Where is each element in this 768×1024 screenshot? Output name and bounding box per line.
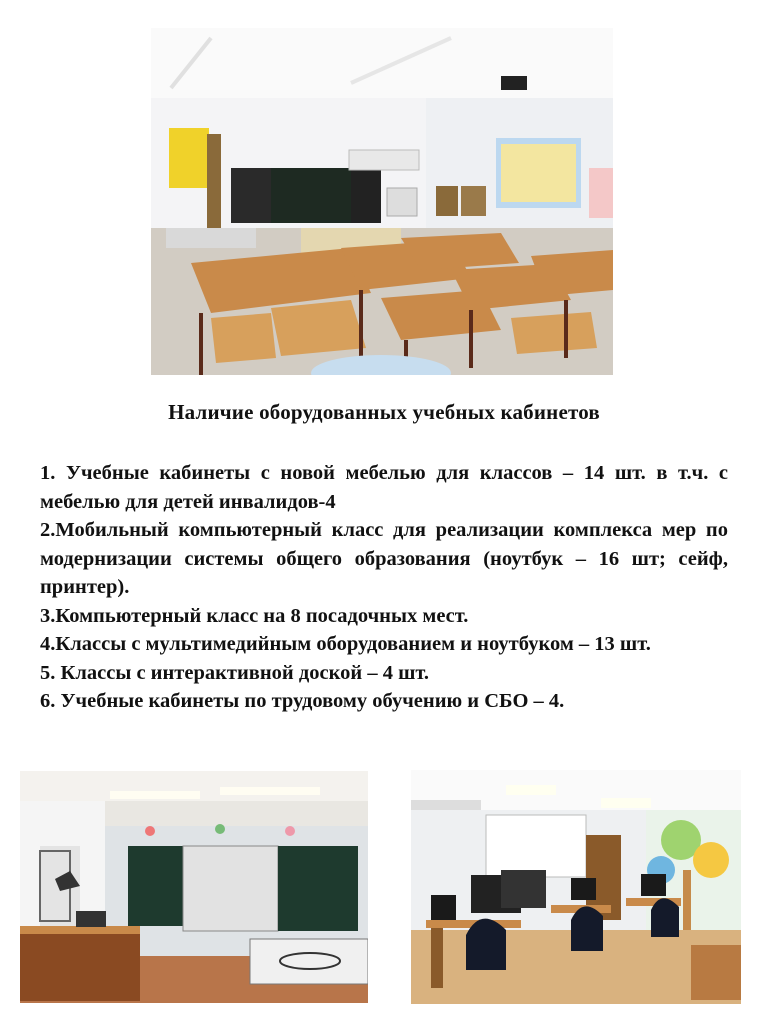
computer-class-photo <box>411 770 741 1004</box>
classroom-photo-chalkboard <box>20 771 368 1003</box>
list-item: 2.Мобильный компьютерный класс для реализации комплекса мер по модернизации системы общего образования (ноутбук – 16 шт; сейф, принтер). <box>40 519 728 598</box>
list-item: 6. Учебные кабинеты по трудовому обучению и СБО – 4. <box>40 690 565 712</box>
classroom-photo-top <box>151 28 613 375</box>
list-item: 3.Компьютерный класс на 8 посадочных мест. <box>40 604 469 627</box>
equipment-list <box>40 459 728 716</box>
list-item: 1. Учебные кабинеты с новой мебелью для классов – 14 шт. в т.ч. с мебелью для детей инвалидов-4 <box>40 462 728 513</box>
list-item: 5. Классы с интерактивной доской – 4 шт. <box>40 661 430 684</box>
list-item: 4.Классы с мультимедийным оборудованием и ноутбуком – 13 шт. <box>40 633 651 655</box>
page-title: Наличие оборудованных учебных кабинетов <box>168 400 600 424</box>
